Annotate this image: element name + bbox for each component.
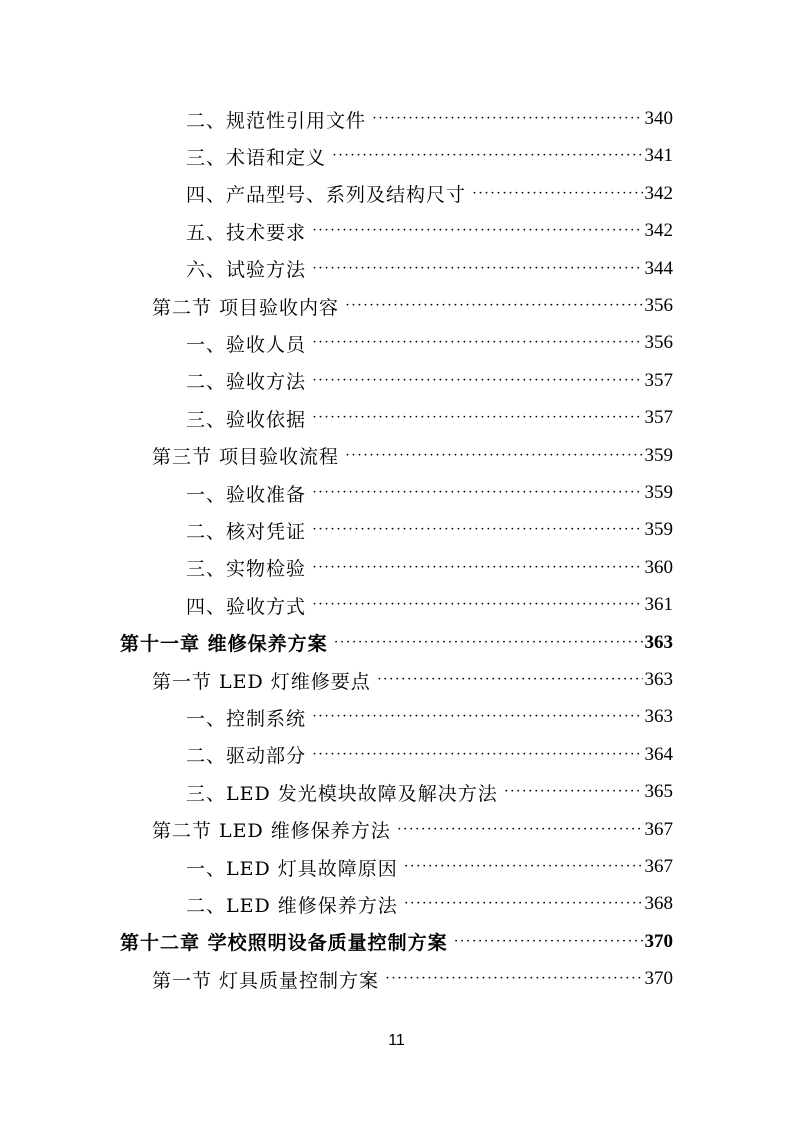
toc-entry-title: 第一节 灯具质量控制方案 (152, 969, 380, 992)
toc-subsection-entry[interactable] (186, 254, 673, 284)
toc-entry-title: 第二节 LED 维修保养方法 (152, 820, 391, 843)
toc-subsection-entry[interactable] (186, 478, 673, 508)
toc-dot-leader (312, 515, 642, 545)
toc-entry-title: 四、验收方式 (186, 595, 307, 618)
toc-entry-title: 三、验收依据 (186, 408, 307, 431)
page-number: 11 (388, 1032, 405, 1049)
toc-entry-page: 363 (644, 631, 673, 653)
toc-entry-title: 第三节 项目验收流程 (152, 446, 340, 469)
toc-entry-page: 344 (644, 257, 673, 279)
toc-dot-leader (312, 328, 642, 358)
toc-entry-page: 363 (644, 706, 673, 728)
toc-subsection-entry[interactable] (186, 852, 673, 882)
toc-dot-leader (334, 628, 643, 658)
toc-dot-leader (404, 852, 643, 882)
toc-entry-page: 364 (644, 743, 673, 765)
toc-entry-page: 370 (644, 930, 673, 952)
toc-subsection-entry[interactable] (186, 702, 673, 732)
toc-dot-leader (312, 254, 642, 284)
toc-dot-leader (312, 590, 642, 620)
toc-entry-page: 359 (644, 482, 673, 503)
toc-dot-leader (312, 702, 642, 732)
toc-entry-title: 一、控制系统 (186, 707, 307, 730)
toc-entry-title: 五、技术要求 (186, 221, 307, 244)
toc-subsection-entry[interactable] (186, 104, 673, 134)
toc-entry-title: 一、验收准备 (186, 483, 307, 506)
toc-dot-leader (345, 441, 642, 471)
toc-entry-page: 370 (644, 968, 673, 990)
toc-dot-leader (454, 927, 643, 957)
toc-entry-title: 六、试验方法 (186, 259, 307, 282)
toc-entry-title: 三、LED 发光模块故障及解决方法 (186, 782, 498, 805)
toc-dot-leader (312, 478, 642, 508)
toc-dot-leader (472, 179, 642, 209)
toc-dot-leader (312, 216, 642, 246)
toc-dot-leader (385, 964, 642, 994)
toc-section-entry[interactable] (152, 291, 673, 321)
toc-subsection-entry[interactable] (186, 889, 673, 919)
toc-entry-title: 二、规范性引用文件 (186, 109, 367, 132)
toc-entry-title: 一、验收人员 (186, 333, 307, 356)
toc-dot-leader (504, 777, 643, 807)
toc-section-entry[interactable] (152, 815, 673, 845)
toc-subsection-entry[interactable] (186, 515, 673, 545)
toc-subsection-entry[interactable] (186, 216, 673, 246)
toc-entry-title: 第二节 项目验收内容 (152, 296, 340, 319)
toc-entry-title: 二、核对凭证 (186, 520, 307, 543)
toc-entry-page: 357 (644, 407, 673, 429)
toc-entry-title: 三、术语和定义 (186, 146, 327, 169)
toc-entry-title: 一、LED 灯具故障原因 (186, 857, 398, 880)
toc-subsection-entry[interactable] (186, 179, 673, 209)
toc-dot-leader (312, 403, 642, 433)
toc-subsection-entry[interactable] (186, 141, 673, 171)
toc-entry-page: 359 (644, 519, 673, 541)
toc-entry-title: 二、LED 维修保养方法 (186, 894, 398, 917)
toc-entry-page: 367 (644, 856, 673, 877)
toc-dot-leader (372, 104, 642, 134)
toc-subsection-entry[interactable] (186, 553, 673, 583)
toc-subsection-entry[interactable] (186, 740, 673, 770)
toc-entry-page: 368 (644, 893, 673, 915)
toc-dot-leader (332, 141, 642, 171)
toc-entry-page: 356 (644, 332, 673, 354)
toc-entry-title: 第十一章 维修保养方案 (120, 633, 328, 656)
toc-dot-leader (377, 665, 643, 695)
toc-section-entry[interactable] (152, 964, 673, 994)
toc-dot-leader (312, 740, 642, 770)
toc-dot-leader (312, 553, 642, 583)
toc-entry-page: 357 (644, 369, 673, 391)
toc-entry-page: 341 (644, 145, 673, 167)
toc-entry-page: 367 (644, 818, 673, 840)
toc-section-entry[interactable] (152, 441, 673, 471)
toc-subsection-entry[interactable] (186, 328, 673, 358)
toc-chapter-entry[interactable] (120, 927, 673, 957)
toc-subsection-entry[interactable] (186, 590, 673, 620)
toc-subsection-entry[interactable] (186, 366, 673, 396)
toc-entry-page: 365 (644, 781, 673, 803)
toc-entry-page: 361 (644, 594, 673, 616)
toc-dot-leader (312, 366, 642, 396)
toc-entry-page: 360 (644, 556, 673, 578)
toc-entry-page: 342 (644, 220, 673, 242)
toc-subsection-entry[interactable] (186, 777, 673, 807)
toc-subsection-entry[interactable] (186, 403, 673, 433)
toc-dot-leader (404, 889, 643, 919)
toc-entry-page: 359 (644, 444, 673, 466)
toc-entry-page: 342 (644, 182, 673, 204)
toc-entry-page: 356 (644, 295, 673, 316)
toc-chapter-entry[interactable] (120, 628, 673, 658)
toc-entry-page: 340 (644, 108, 673, 129)
toc-entry-title: 四、产品型号、系列及结构尺寸 (186, 184, 467, 207)
toc-entry-title: 二、驱动部分 (186, 745, 307, 768)
toc-entry-title: 二、验收方法 (186, 371, 307, 394)
toc-entry-page: 363 (644, 669, 673, 690)
toc-entry-title: 三、实物检验 (186, 558, 307, 581)
toc-section-entry[interactable] (152, 665, 673, 695)
toc-entry-title: 第十二章 学校照明设备质量控制方案 (120, 932, 448, 955)
toc-dot-leader (345, 291, 642, 321)
toc-entry-title: 第一节 LED 灯维修要点 (152, 670, 371, 693)
toc-dot-leader (397, 815, 643, 845)
